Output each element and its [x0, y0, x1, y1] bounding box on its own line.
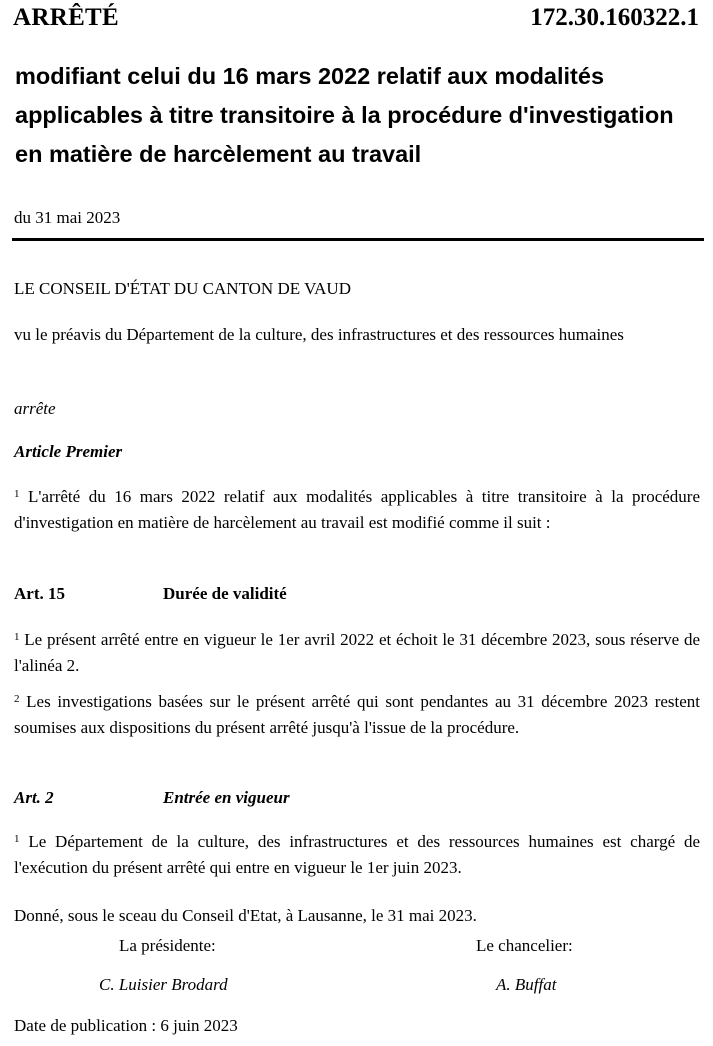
article-premier-heading: Article Premier: [14, 442, 123, 461]
signature-right-role: Le chancelier:: [476, 936, 573, 955]
art15-title: Durée de validité: [163, 584, 287, 603]
header-number: 172.30.160322.1: [530, 4, 699, 31]
header-rule: [12, 238, 704, 241]
art15-number: Art. 15: [14, 584, 65, 603]
preamble: vu le préavis du Département de la culture, des infrastructures et des ressources humaines: [14, 325, 624, 344]
header-doc-type: ARRÊTÉ: [13, 4, 119, 31]
document-date: du 31 mai 2023: [14, 208, 121, 227]
paragraph-number: 2: [14, 693, 20, 705]
paragraph-number: 1: [14, 833, 20, 845]
signature-right-name: A. Buffat: [496, 975, 557, 994]
paragraph-text: Le présent arrêté entre en vigueur le 1er avril 2022 et échoit le 31 décembre 2023, sous réserve de l'alinéa 2.: [14, 630, 700, 675]
publication-date: Date de publication : 6 juin 2023: [14, 1016, 238, 1035]
signature-left-name: C. Luisier Brodard: [99, 975, 228, 994]
given-clause: Donné, sous le sceau du Conseil d'Etat, à Lausanne, le 31 mai 2023.: [14, 906, 477, 925]
paragraph-number: 1: [14, 488, 20, 500]
paragraph-text: L'arrêté du 16 mars 2022 relatif aux modalités applicables à titre transitoire à la procédure d'investigation en matière de harcèlement au travail est modifié comme il suit :: [14, 487, 701, 532]
signature-left-role: La présidente:: [119, 936, 216, 955]
document-title: modifiant celui du 16 mars 2022 relatif aux modalités applicables à titre transitoire à la procédure d'investigation en matière de harcèlement au travail: [15, 63, 674, 167]
article-premier-paragraph: [14, 484, 700, 536]
art2-title: Entrée en vigueur: [163, 788, 290, 807]
paragraph-number: 1: [14, 631, 20, 643]
paragraph-text: Le Département de la culture, des infrastructures et des ressources humaines est chargé de l'exécution du présent arrêté qui entre en vigueur le 1er juin 2023.: [14, 832, 700, 877]
art2-number: Art. 2: [14, 788, 54, 807]
paragraph-text: Les investigations basées sur le présent arrêté qui sont pendantes au 31 décembre 2023 restent soumises aux dispositions du présent arrêté jusqu'à l'issue de la procédure.: [14, 692, 701, 737]
decrees: arrête: [14, 399, 56, 418]
authority: LE CONSEIL D'ÉTAT DU CANTON DE VAUD: [14, 279, 351, 298]
art15-paragraph-1: [14, 627, 700, 679]
art2-paragraph-1: [14, 829, 700, 881]
art15-paragraph-2: [14, 689, 700, 741]
